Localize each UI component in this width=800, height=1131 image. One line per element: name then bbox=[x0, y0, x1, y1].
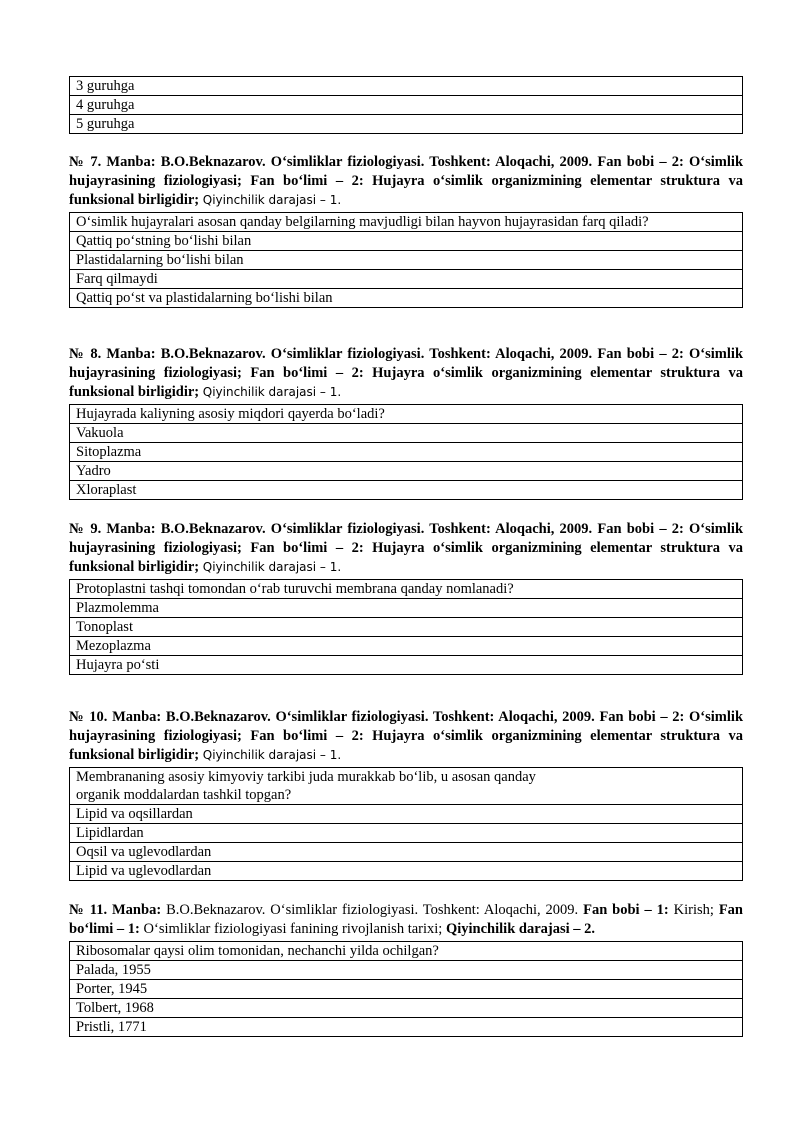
question-number: № 10. bbox=[69, 709, 108, 725]
option: Hujayra po‘sti bbox=[70, 656, 743, 675]
question-header bbox=[69, 345, 743, 402]
difficulty-level: Qiyinchilik darajasi – 1. bbox=[202, 193, 342, 207]
option: 5 guruhga bbox=[70, 115, 743, 134]
option: Xloraplast bbox=[70, 481, 743, 500]
source: B.O.Beknazarov. O‘simliklar fiziologiyasi. Toshkent: Aloqachi, 2009. bbox=[165, 709, 595, 725]
chapter: Kirish; bbox=[673, 902, 714, 918]
document-page bbox=[69, 76, 743, 1037]
source-label: Manba: bbox=[106, 346, 156, 362]
difficulty-level: Qiyinchilik darajasi – 2. bbox=[445, 921, 596, 937]
option: Tonoplast bbox=[70, 618, 743, 637]
chapter-label: Fan bobi – bbox=[599, 709, 668, 725]
source: B.O.Beknazarov. O‘simliklar fiziologiyasi. Toshkent: Aloqachi, 2009. bbox=[160, 154, 593, 170]
chapter: 2: O‘simlik hujayrasining fiziologiyasi; bbox=[69, 154, 744, 189]
question-table bbox=[69, 941, 743, 1037]
question-table bbox=[69, 404, 743, 500]
section-label: Fan bo‘limi – 1: bbox=[69, 902, 743, 937]
option: Lipid va uglevodlardan bbox=[70, 862, 743, 881]
chapter-label: Fan bobi – bbox=[597, 521, 667, 537]
question-text-line: organik moddalardan tashkil topgan? bbox=[76, 787, 292, 803]
option: Tolbert, 1968 bbox=[70, 999, 743, 1018]
option: Qattiq po‘st va plastidalarning bo‘lishi bilan bbox=[70, 289, 743, 308]
chapter: 2: O‘simlik hujayrasining fiziologiyasi; bbox=[69, 709, 744, 744]
source-label: Manba: bbox=[106, 521, 156, 537]
question-header bbox=[69, 708, 743, 765]
chapter: 2: O‘simlik hujayrasining fiziologiyasi; bbox=[69, 521, 744, 556]
question-number: № 9. bbox=[69, 521, 102, 537]
chapter: 2: O‘simlik hujayrasining fiziologiyasi; bbox=[69, 346, 744, 381]
question-header bbox=[69, 520, 743, 577]
option: Yadro bbox=[70, 462, 743, 481]
option: Mezoplazma bbox=[70, 637, 743, 656]
section-label: Fan bo‘limi – bbox=[250, 540, 344, 556]
source-label: Manba: bbox=[106, 154, 156, 170]
option: Plazmolemma bbox=[70, 599, 743, 618]
option: Lipid va oqsillardan bbox=[70, 805, 743, 824]
difficulty-level: Qiyinchilik darajasi – 1. bbox=[202, 385, 342, 399]
section: 2: Hujayra o‘simlik organizmining elementar struktura va funksional birligidir; bbox=[69, 365, 744, 400]
option: Sitoplazma bbox=[70, 443, 743, 462]
section: 2: Hujayra o‘simlik organizmining elementar struktura va funksional birligidir; bbox=[69, 173, 744, 208]
question-text-line: Membrananing asosiy kimyoviy tarkibi juda murakkab bo‘lib, u asosan qanday bbox=[76, 769, 536, 785]
section-label: Fan bo‘limi – bbox=[250, 728, 344, 744]
question-text bbox=[70, 768, 743, 805]
question-text: Ribosomalar qaysi olim tomonidan, nechanchi yilda ochilgan? bbox=[70, 942, 743, 961]
section: 2: Hujayra o‘simlik organizmining elementar struktura va funksional birligidir; bbox=[69, 728, 744, 763]
difficulty-level: Qiyinchilik darajasi – 1. bbox=[202, 748, 342, 762]
option: 3 guruhga bbox=[70, 77, 743, 96]
option: Porter, 1945 bbox=[70, 980, 743, 999]
option: Oqsil va uglevodlardan bbox=[70, 843, 743, 862]
section: 2: Hujayra o‘simlik organizmining elementar struktura va funksional birligidir; bbox=[69, 540, 744, 575]
source: B.O.Beknazarov. O‘simliklar fiziologiyasi. Toshkent: Aloqachi, 2009. bbox=[160, 521, 593, 537]
source-label: Manba: bbox=[112, 709, 162, 725]
option: 4 guruhga bbox=[70, 96, 743, 115]
chapter-label: Fan bobi – 1: bbox=[583, 902, 669, 918]
question-number: № 7. bbox=[69, 154, 102, 170]
option: Vakuola bbox=[70, 424, 743, 443]
section-label: Fan bo‘limi – bbox=[250, 365, 344, 381]
question-table bbox=[69, 579, 743, 675]
chapter-label: Fan bobi – bbox=[597, 154, 667, 170]
section-label: Fan bo‘limi – bbox=[250, 173, 344, 189]
difficulty-level: Qiyinchilik darajasi – 1. bbox=[202, 560, 342, 574]
option: Farq qilmaydi bbox=[70, 270, 743, 289]
option: Qattiq po‘stning bo‘lishi bilan bbox=[70, 232, 743, 251]
source: B.O.Beknazarov. O‘simliklar fiziologiyasi. Toshkent: Aloqachi, 2009. bbox=[160, 346, 593, 362]
question-table bbox=[69, 767, 743, 881]
question-text: Protoplastni tashqi tomondan o‘rab turuvchi membrana qanday nomlanadi? bbox=[70, 580, 743, 599]
option: Pristli, 1771 bbox=[70, 1018, 743, 1037]
source-label: Manba: bbox=[112, 902, 162, 918]
question-text: Hujayrada kaliyning asosiy miqdori qayerda bo‘ladi? bbox=[70, 405, 743, 424]
section: O‘simliklar fiziologiyasi fanining rivojlanish tarixi; bbox=[143, 921, 443, 937]
chapter-label: Fan bobi – bbox=[597, 346, 667, 362]
question-text: O‘simlik hujayralari asosan qanday belgilarning mavjudligi bilan hayvon hujayrasidan farq qiladi? bbox=[70, 213, 743, 232]
question-table bbox=[69, 212, 743, 308]
prev-options-table bbox=[69, 76, 743, 134]
question-number: № 11. bbox=[69, 902, 108, 918]
question-number: № 8. bbox=[69, 346, 102, 362]
option: Palada, 1955 bbox=[70, 961, 743, 980]
source: B.O.Beknazarov. O‘simliklar fiziologiyasi. Toshkent: Aloqachi, 2009. bbox=[166, 902, 579, 918]
option: Lipidlardan bbox=[70, 824, 743, 843]
option: Plastidalarning bo‘lishi bilan bbox=[70, 251, 743, 270]
question-header bbox=[69, 153, 743, 210]
question-header bbox=[69, 901, 743, 939]
